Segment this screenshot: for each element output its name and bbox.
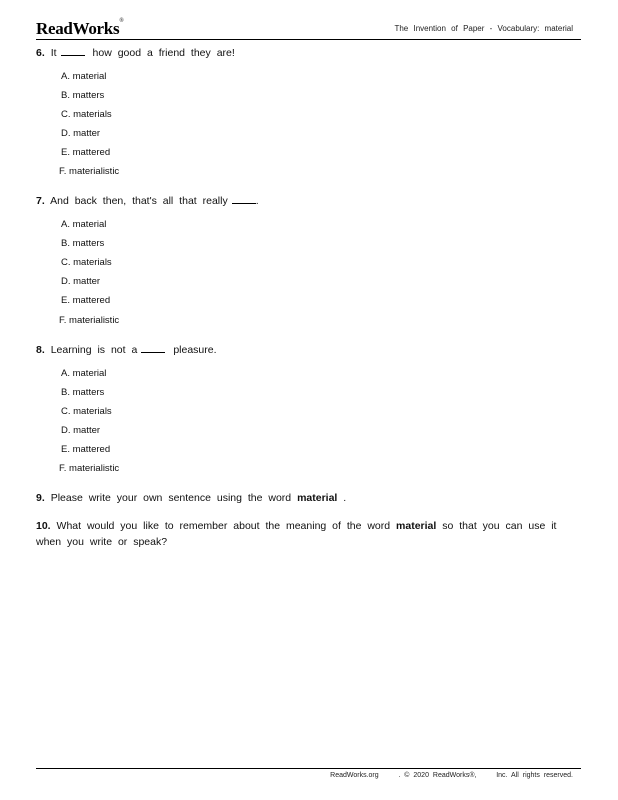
question-10 (36, 518, 566, 550)
option-a[interactable]: A. material (61, 71, 107, 82)
stem-end: so that you can use it when you write or speak? (36, 520, 557, 548)
question-number: 6. (36, 47, 45, 59)
question-number: 9. (36, 492, 45, 504)
option-a[interactable]: A. material (61, 219, 107, 230)
option-d[interactable]: D. matter (61, 425, 101, 436)
footer-copyright: © 2020 ReadWorks®, (404, 772, 477, 779)
answer-blank (232, 194, 256, 204)
answer-blank (61, 46, 85, 56)
logo-text: ReadWorks (36, 19, 120, 38)
readworks-logo (36, 19, 124, 39)
stem-after: . (255, 195, 259, 207)
question-number: 10. (36, 520, 51, 532)
header-divider (36, 39, 581, 40)
option-d[interactable]: D. matter (61, 276, 101, 287)
footer-divider (36, 768, 581, 769)
question-stem (36, 518, 566, 550)
option-b[interactable]: B. matters (61, 238, 105, 249)
option-e[interactable]: E. mattered (61, 444, 111, 455)
option-c[interactable]: C. materials (61, 406, 112, 417)
footer-rights: Inc. All rights reserved. (496, 772, 573, 779)
document-title: The Invention of Paper - Vocabulary: material (394, 24, 573, 33)
question-7 (36, 194, 576, 208)
option-f[interactable]: F. materialistic (59, 315, 120, 326)
question-9 (36, 491, 576, 505)
question-6 (36, 46, 576, 60)
stem-text: What would you like to remember about the meaning of the word (56, 520, 391, 532)
option-e[interactable]: E. mattered (61, 295, 111, 306)
stem-before: It (50, 47, 57, 59)
option-c[interactable]: C. materials (61, 257, 112, 268)
stem-after: how good a friend they are! (92, 47, 235, 59)
option-b[interactable]: B. matters (61, 90, 105, 101)
stem-end: . (343, 492, 347, 504)
question-stem (36, 343, 576, 357)
question-stem (36, 491, 576, 505)
option-d[interactable]: D. matter (61, 128, 101, 139)
option-b[interactable]: B. matters (61, 387, 105, 398)
option-c[interactable]: C. materials (61, 109, 112, 120)
question-stem (36, 194, 576, 208)
answer-blank (141, 343, 165, 353)
question-8 (36, 343, 576, 357)
stem-text: Please write your own sentence using the word (50, 492, 292, 504)
stem-after: pleasure. (173, 344, 217, 356)
option-e[interactable]: E. mattered (61, 147, 111, 158)
option-f[interactable]: F. materialistic (59, 463, 120, 474)
question-number: 8. (36, 344, 45, 356)
option-a[interactable]: A. material (61, 368, 107, 379)
option-f[interactable]: F. materialistic (59, 166, 120, 177)
question-number: 7. (36, 195, 45, 207)
stem-before: Learning is not a (50, 344, 138, 356)
vocabulary-word: material (396, 520, 437, 532)
footer: ReadWorks.org . © 2020 ReadWorks®, Inc. All rights reserved. (330, 772, 573, 779)
stem-before: And back then, that's all that really (50, 195, 228, 207)
footer-site: ReadWorks.org (330, 772, 379, 779)
logo-trademark: ® (119, 18, 124, 24)
question-stem (36, 46, 576, 60)
vocabulary-word: material (297, 492, 338, 504)
